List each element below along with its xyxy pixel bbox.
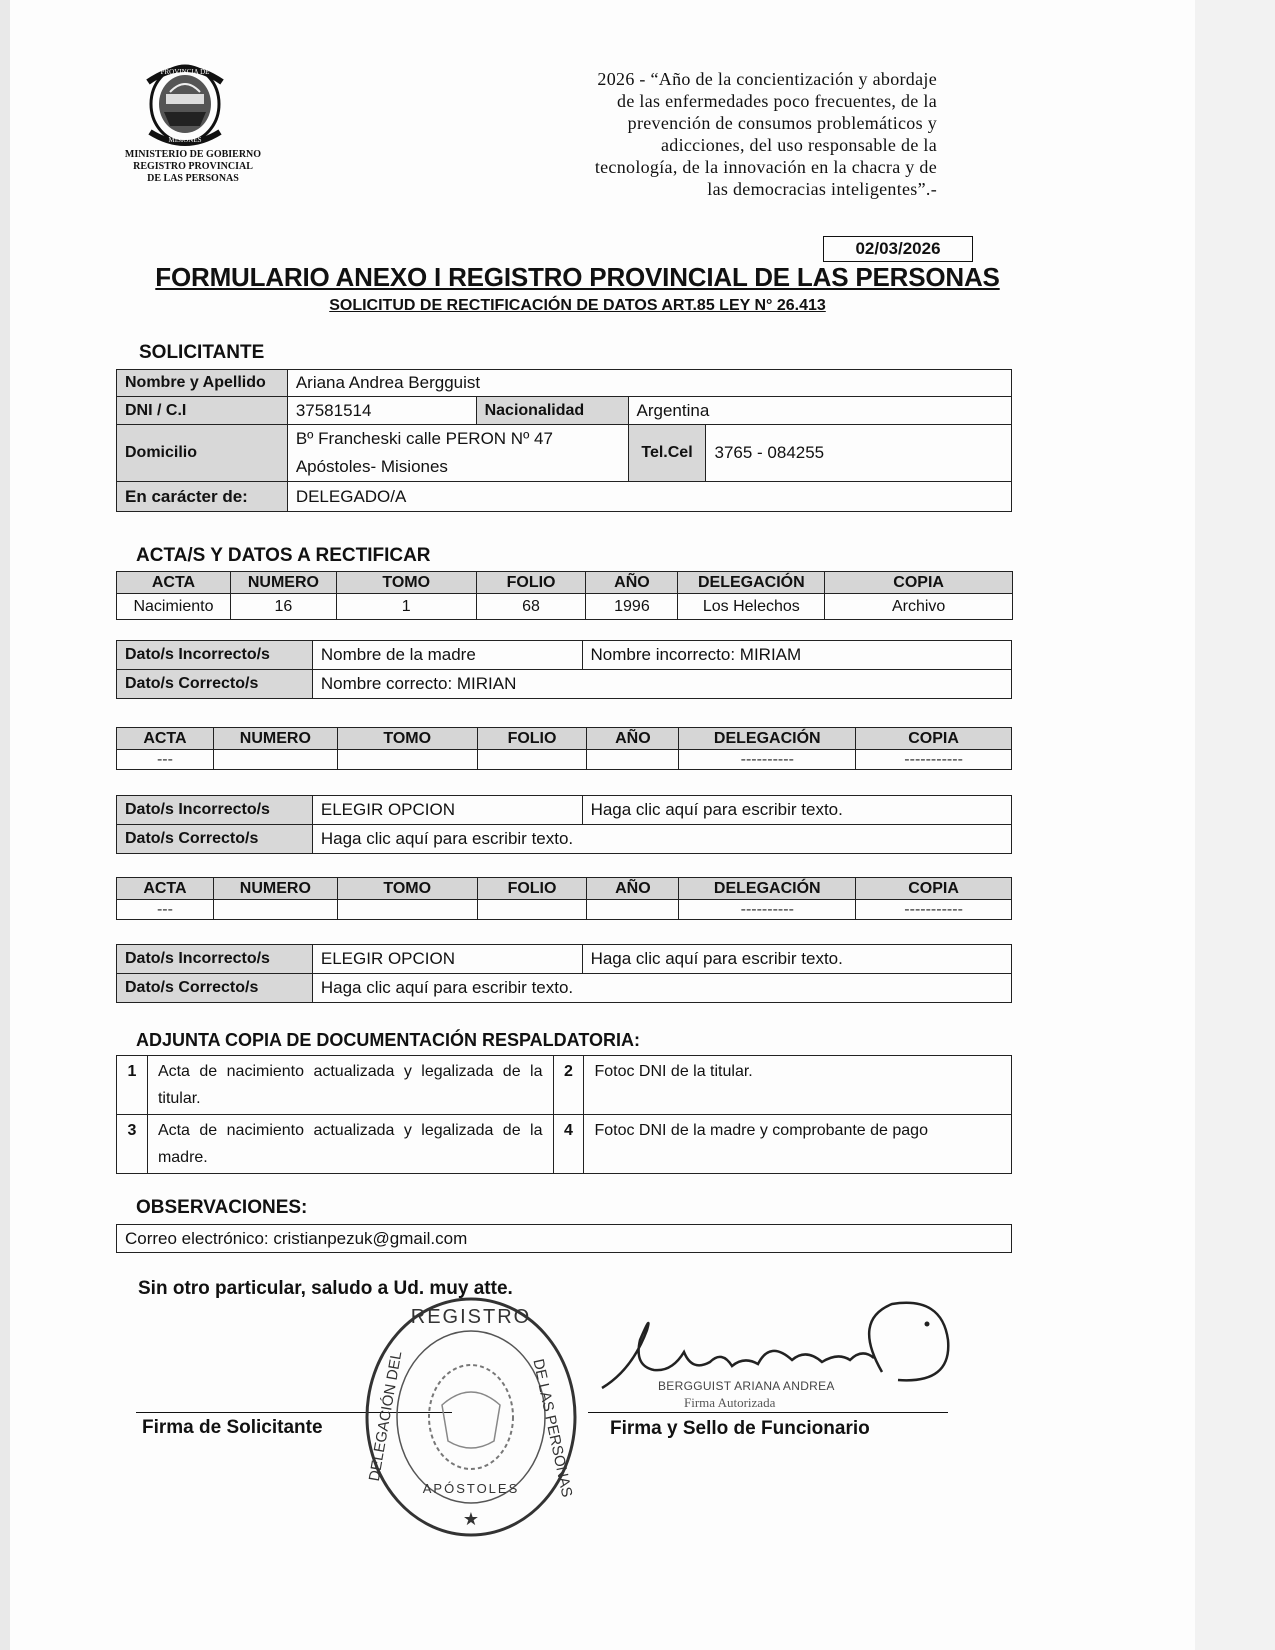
emblem-bottom-text: MISIONES	[168, 136, 202, 144]
correct-value-field[interactable]: Haga clic aquí para escribir texto.	[312, 825, 1011, 854]
label-correctos: Dato/s Correcto/s	[117, 670, 313, 699]
incorrect-field-select[interactable]: ELEGIR OPCION	[312, 796, 582, 825]
col-anio: AÑO	[587, 728, 679, 750]
caracter-field[interactable]: DELEGADO/A	[287, 482, 1011, 512]
firma-funcionario-label: Firma y Sello de Funcionario	[610, 1418, 870, 1439]
cell-delegacion[interactable]: ----------	[679, 750, 856, 770]
ministry-line: REGISTRO PROVINCIAL	[133, 161, 253, 172]
col-tomo: TOMO	[337, 878, 477, 900]
col-delegacion: DELEGACIÓN	[679, 728, 856, 750]
cell-acta[interactable]: ---	[117, 750, 214, 770]
stamp-star-icon: ★	[462, 1509, 480, 1530]
label-tel: Tel.Cel	[628, 425, 706, 482]
label-domicilio: Domicilio	[117, 425, 288, 482]
correct-value-field[interactable]: Nombre correcto: MIRIAN	[312, 670, 1011, 699]
cell-copia[interactable]: -----------	[856, 750, 1012, 770]
cell-copia[interactable]: -----------	[856, 900, 1012, 920]
col-acta: ACTA	[117, 728, 214, 750]
acta-table-1	[116, 571, 1013, 620]
acta-table-3	[116, 877, 1012, 920]
ministry-line: DE LAS PERSONAS	[147, 173, 239, 184]
doc-item[interactable]: Fotoc DNI de la titular.	[584, 1056, 1012, 1115]
doc-number: 1	[117, 1056, 148, 1115]
cell-copia[interactable]: Archivo	[825, 594, 1013, 620]
motto-line: adicciones, del uso responsable de la	[660, 135, 937, 155]
cell-delegacion[interactable]: Los Helechos	[678, 594, 825, 620]
cell-acta[interactable]: ---	[117, 900, 214, 920]
stamp-top-text: REGISTRO	[410, 1306, 532, 1328]
cell-folio[interactable]: 68	[476, 594, 586, 620]
tel-field[interactable]: 3765 - 084255	[706, 425, 1012, 482]
col-numero: NUMERO	[213, 878, 337, 900]
solicitante-table	[116, 369, 1012, 512]
incorrect-value-field[interactable]: Nombre incorrecto: MIRIAM	[582, 641, 1011, 670]
col-anio: AÑO	[586, 572, 678, 594]
cell-tomo[interactable]	[337, 750, 477, 770]
signature-line-funcionario	[588, 1412, 948, 1413]
col-delegacion: DELEGACIÓN	[678, 572, 825, 594]
incorrect-value-field[interactable]: Haga clic aquí para escribir texto.	[582, 796, 1011, 825]
doc-item[interactable]: Acta de nacimiento actualizada y legalizada de la madre.	[147, 1115, 553, 1174]
col-copia: COPIA	[856, 728, 1012, 750]
label-nombre: Nombre y Apellido	[117, 370, 288, 397]
signer-role: Firma Autorizada	[684, 1395, 776, 1410]
col-tomo: TOMO	[337, 728, 477, 750]
col-tomo: TOMO	[336, 572, 476, 594]
col-acta: ACTA	[117, 572, 231, 594]
doc-number: 3	[117, 1115, 148, 1174]
emblem-top-text: PROVINCIA DE	[160, 68, 210, 76]
documentacion-table	[116, 1055, 1012, 1174]
nacionalidad-field[interactable]: Argentina	[628, 397, 1011, 425]
motto-line: tecnología, de la innovación en la chacra y de	[594, 157, 937, 177]
col-copia: COPIA	[856, 878, 1012, 900]
cell-folio[interactable]	[477, 900, 587, 920]
cell-delegacion[interactable]: ----------	[679, 900, 856, 920]
datos-table-2	[116, 795, 1012, 854]
date-field[interactable]: 02/03/2026	[823, 236, 973, 262]
col-acta: ACTA	[117, 878, 214, 900]
scan-margin	[1195, 0, 1275, 1650]
datos-table-3	[116, 944, 1012, 1003]
signer-name: BERGGUIST ARIANA ANDREA	[658, 1379, 835, 1393]
motto-line: de las enfermedades poco frecuentes, de la	[617, 91, 937, 111]
cell-tomo[interactable]	[337, 900, 477, 920]
year-motto	[452, 68, 937, 200]
label-incorrectos: Dato/s Incorrecto/s	[117, 796, 313, 825]
col-delegacion: DELEGACIÓN	[679, 878, 856, 900]
motto-line: las democracias inteligentes”.-	[707, 179, 937, 199]
col-anio: AÑO	[587, 878, 679, 900]
motto-line: prevención de consumos problemáticos y	[627, 113, 937, 133]
cell-numero[interactable]	[213, 750, 337, 770]
cell-anio[interactable]: 1996	[586, 594, 678, 620]
section-title-documentacion: ADJUNTA COPIA DE DOCUMENTACIÓN RESPALDATORIA:	[136, 1030, 640, 1050]
doc-number: 2	[553, 1056, 584, 1115]
label-nacionalidad: Nacionalidad	[476, 397, 628, 425]
correct-value-field[interactable]: Haga clic aquí para escribir texto.	[312, 974, 1011, 1003]
cell-folio[interactable]	[477, 750, 587, 770]
nombre-field[interactable]: Ariana Andrea Bergguist	[287, 370, 1011, 397]
domicilio-line: Bº Francheski calle PERON Nº 47	[295, 429, 553, 448]
col-numero: NUMERO	[230, 572, 336, 594]
dni-field[interactable]: 37581514	[287, 397, 476, 425]
label-incorrectos: Dato/s Incorrecto/s	[117, 641, 313, 670]
cell-numero[interactable]	[213, 900, 337, 920]
observaciones-field[interactable]: Correo electrónico: cristianpezuk@gmail.com	[117, 1225, 1012, 1253]
registry-stamp-icon	[360, 1293, 582, 1541]
form-subtitle: SOLICITUD DE RECTIFICACIÓN DE DATOS ART.85 LEY N° 26.413	[329, 297, 826, 314]
section-title-observaciones: OBSERVACIONES:	[136, 1197, 308, 1218]
cell-numero[interactable]: 16	[230, 594, 336, 620]
ministry-name	[108, 149, 278, 185]
incorrect-field-select[interactable]: Nombre de la madre	[312, 641, 582, 670]
cell-acta[interactable]: Nacimiento	[117, 594, 231, 620]
ministry-line: MINISTERIO DE GOBIERNO	[124, 149, 262, 160]
label-dni: DNI / C.I	[117, 397, 288, 425]
col-copia: COPIA	[825, 572, 1013, 594]
domicilio-line: Apóstoles- Misiones	[295, 457, 448, 476]
doc-item[interactable]: Acta de nacimiento actualizada y legalizada de la titular.	[147, 1056, 553, 1115]
col-folio: FOLIO	[477, 878, 587, 900]
label-incorrectos: Dato/s Incorrecto/s	[117, 945, 313, 974]
closing-text: Sin otro particular, saludo a Ud. muy atte.	[138, 1278, 513, 1299]
cell-anio[interactable]	[587, 900, 679, 920]
section-title-actas: ACTA/S Y DATOS A RECTIFICAR	[136, 545, 431, 566]
form-title: FORMULARIO ANEXO I REGISTRO PROVINCIAL DE LAS PERSONAS	[155, 262, 1000, 292]
incorrect-field-select[interactable]: ELEGIR OPCION	[312, 945, 582, 974]
col-folio: FOLIO	[477, 728, 587, 750]
cell-tomo[interactable]: 1	[336, 594, 476, 620]
domicilio-field[interactable]	[287, 425, 628, 482]
acta-table-2	[116, 727, 1012, 770]
stamp-left-text: DELEGACIÓN DEL	[365, 1349, 406, 1483]
label-correctos: Dato/s Correcto/s	[117, 974, 313, 1003]
cell-anio[interactable]	[587, 750, 679, 770]
firma-solicitante-label: Firma de Solicitante	[142, 1417, 323, 1438]
motto-line: 2026 - “Año de la concientización y abordaje	[597, 69, 937, 89]
incorrect-value-field[interactable]: Haga clic aquí para escribir texto.	[582, 945, 1011, 974]
datos-table-1	[116, 640, 1012, 699]
label-correctos: Dato/s Correcto/s	[117, 825, 313, 854]
doc-item[interactable]: Fotoc DNI de la madre y comprobante de pago	[584, 1115, 1012, 1174]
provincial-emblem-icon	[140, 62, 230, 148]
section-title-solicitante: SOLICITANTE	[139, 342, 265, 363]
col-folio: FOLIO	[476, 572, 586, 594]
stamp-bottom-text: APÓSTOLES	[422, 1481, 520, 1496]
col-numero: NUMERO	[213, 728, 337, 750]
doc-number: 4	[553, 1115, 584, 1174]
label-caracter: En carácter de:	[117, 482, 288, 512]
stamp-right-text: DE LAS PERSONAS	[529, 1357, 576, 1499]
observaciones-table	[116, 1224, 1012, 1253]
